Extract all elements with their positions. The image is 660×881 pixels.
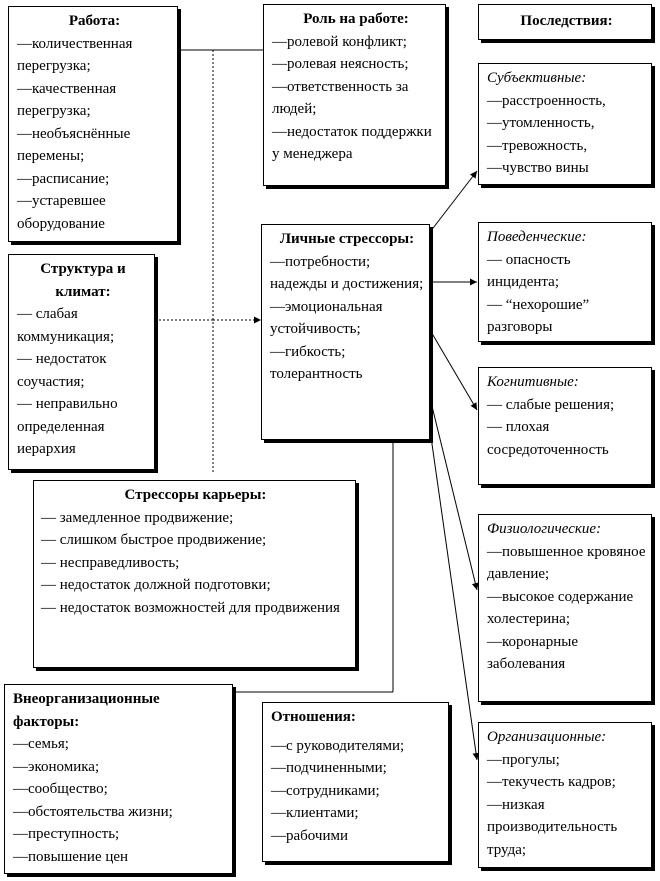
role-item: —ответственность за людей;: [272, 78, 409, 117]
consequences-title: Последствия:: [520, 13, 613, 29]
physiological-item: —повышенное кровяное давление;: [487, 543, 646, 582]
structure-item: — слабая коммуникация;: [17, 306, 115, 345]
structure-box: [8, 254, 155, 470]
career-item: — слишком быстрое продвижение;: [41, 532, 267, 548]
organizational-item: —низкая производительность труда;: [487, 796, 618, 858]
external-item: —преступность;: [13, 826, 120, 842]
personal-box: [261, 224, 430, 440]
external-item: —сообщество;: [13, 781, 108, 797]
relations-item: —рабочими: [271, 827, 348, 844]
behavioral-box: [478, 222, 652, 342]
work-item: —качественная перегрузка;: [17, 80, 117, 119]
role-box: [263, 4, 446, 186]
career-title: Стрессоры карьеры:: [124, 487, 267, 503]
career-item: — недостаток возможностей для продвижения: [41, 599, 340, 616]
structure-item: — недостаток соучастия;: [17, 351, 107, 390]
relations-box: [262, 702, 449, 862]
work-title: Работа:: [68, 13, 121, 29]
physiological-item: —коронарные заболевания: [487, 633, 578, 672]
personal-item: —эмоциональная устойчивость;: [270, 298, 383, 337]
relations-item: —сотрудниками;: [271, 782, 380, 799]
role-item: —ролевой конфликт;: [272, 33, 407, 50]
subjective-item: —расстроенность,: [487, 92, 606, 109]
external-item: —экономика;: [13, 758, 100, 775]
arrow-to-cognitive: [430, 330, 477, 410]
work-item: —необъяснённые перемены;: [17, 125, 131, 164]
organizational-item: —текучесть кадров;: [487, 774, 616, 790]
subjective-item: —тревожность,: [487, 137, 588, 154]
subjective-box: [478, 63, 652, 185]
external-item: —обстоятельства жизни;: [13, 803, 173, 820]
external-item: —повышение цен: [13, 848, 129, 865]
physiological-box: [478, 514, 652, 702]
organizational-item: —прогулы;: [487, 751, 560, 768]
relations-item: —с руководителями;: [271, 737, 405, 754]
external-item: —семья;: [13, 736, 69, 752]
personal-item: —гибкость; толерантность: [270, 343, 363, 382]
role-item: —недостаток поддержки у менеджера: [272, 123, 432, 162]
cognitive-title: Когнитивные:: [487, 374, 579, 390]
cognitive-box: [478, 367, 652, 485]
behavioral-item: — “нехорошие” разговоры: [487, 296, 590, 335]
work-item: —устаревшее оборудование: [17, 193, 106, 232]
external-box: [4, 684, 233, 874]
structure-title: Структура и климат:: [40, 261, 126, 300]
career-item: — несправедливость;: [41, 554, 180, 571]
arrow-to-physiological: [430, 398, 477, 590]
personal-title: Личные стрессоры:: [279, 231, 415, 247]
personal-item: —потребности; надежды и достижения;: [270, 253, 424, 292]
consequences-box: [478, 4, 652, 40]
role-title: Роль на работе:: [303, 11, 409, 27]
career-item: — недостаток должной подготовки;: [41, 577, 271, 593]
external-title: Внеорганизационные факторы:: [13, 691, 160, 730]
role-item: —ролевая неясность;: [272, 56, 409, 72]
relations-title: Отношения:: [271, 709, 356, 725]
subjective-title: Субъективные:: [487, 70, 587, 86]
relations-item: —клиентами;: [271, 805, 359, 821]
physiological-item: —высокое содержание холестерина;: [487, 588, 634, 627]
behavioral-title: Поведенческие:: [487, 229, 587, 245]
cognitive-item: — плохая сосредоточенность: [487, 419, 609, 458]
subjective-item: —чувство вины: [487, 160, 589, 176]
organizational-box: [478, 722, 652, 868]
organizational-title: Организационные:: [487, 729, 607, 745]
work-box: [8, 6, 178, 242]
work-item: —расписание;: [17, 170, 110, 187]
behavioral-item: — опасность инцидента;: [487, 251, 571, 290]
relations-item: —подчиненными;: [271, 760, 387, 776]
career-box: [33, 480, 356, 668]
physiological-title: Физиологические:: [487, 521, 602, 537]
structure-item: — неправильно определенная иерархия: [17, 396, 118, 457]
cognitive-item: — слабые решения;: [487, 396, 615, 413]
career-item: — замедленное продвижение;: [41, 509, 234, 526]
work-item: —количественная перегрузка;: [17, 35, 133, 74]
subjective-item: —утомленность,: [487, 115, 595, 131]
